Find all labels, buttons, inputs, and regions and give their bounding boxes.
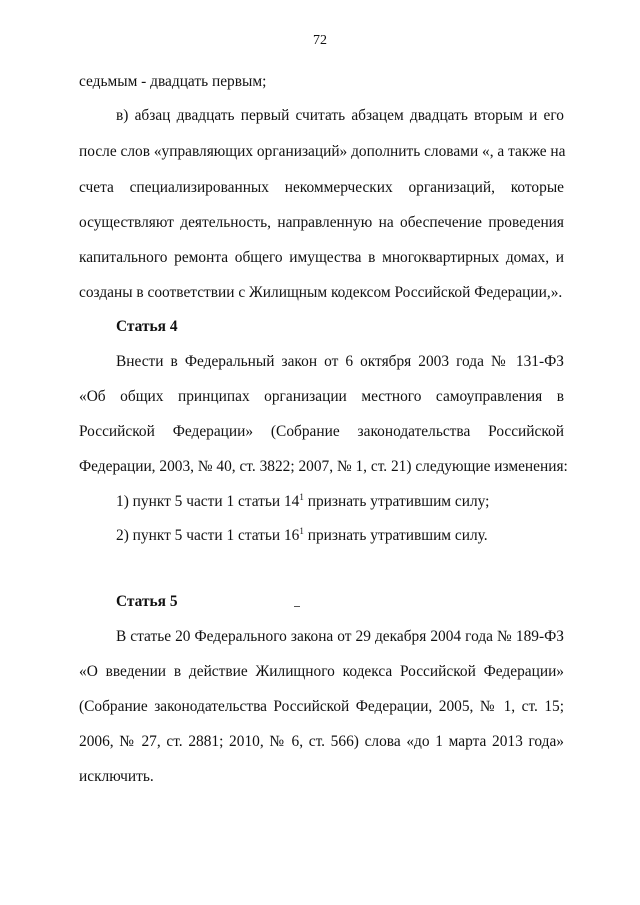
paragraph-line: счета специализированных некоммерческих организаций, которые: [79, 179, 564, 196]
list-item-text: 2) пункт 5 части 1 статьи 16: [116, 527, 300, 544]
paragraph-line: Внести в Федеральный закон от 6 октября 2003 года № 131-ФЗ: [116, 353, 564, 370]
paragraph-line: «Об общих принципах организации местного самоуправления в: [79, 388, 564, 405]
paragraph-line: (Собрание законодательства Российской Федерации, 2005, № 1, ст. 15;: [79, 698, 564, 715]
article-5-heading: Статья 5: [116, 593, 178, 610]
article-4-heading: Статья 4: [116, 318, 178, 335]
list-item-text: 1) пункт 5 части 1 статьи 14: [116, 493, 300, 510]
paragraph-line: 2006, № 27, ст. 2881; 2010, № 6, ст. 566) слова «до 1 марта 2013 года»: [79, 733, 564, 750]
paragraph-line: «О введении в действие Жилищного кодекса Российской Федерации»: [79, 663, 564, 680]
paragraph-line: осуществляют деятельность, направленную на обеспечение проведения: [79, 214, 564, 231]
list-item-text: признать утратившим силу;: [303, 493, 490, 510]
paragraph-line: Российской Федерации» (Собрание законодательства Российской: [79, 423, 564, 440]
paragraph-line: исключить.: [79, 768, 154, 785]
list-item: [116, 492, 564, 512]
paragraph-line: капитального ремонта общего имущества в многоквартирных домах, и: [79, 249, 564, 266]
paragraph-line: после слов «управляющих организаций» дополнить словами «, а также на: [79, 143, 566, 160]
superscript: 1: [299, 492, 304, 502]
paragraph-line: в) абзац двадцать первый считать абзацем двадцать вторым и его: [116, 107, 564, 124]
page-number: 72: [313, 33, 327, 48]
paragraph-line: седьмым - двадцать первым;: [79, 73, 267, 90]
scan-mark: [294, 606, 300, 607]
paragraph-line: Федерации, 2003, № 40, ст. 3822; 2007, № 1, ст. 21) следующие изменения:: [79, 458, 568, 475]
superscript: 1: [299, 526, 304, 536]
paragraph-line: созданы в соответствии с Жилищным кодексом Российской Федерации,».: [79, 284, 563, 301]
list-item-text: признать утратившим силу.: [303, 527, 488, 544]
paragraph-line: В статье 20 Федерального закона от 29 декабря 2004 года № 189-ФЗ: [116, 628, 564, 645]
list-item: [116, 526, 564, 546]
